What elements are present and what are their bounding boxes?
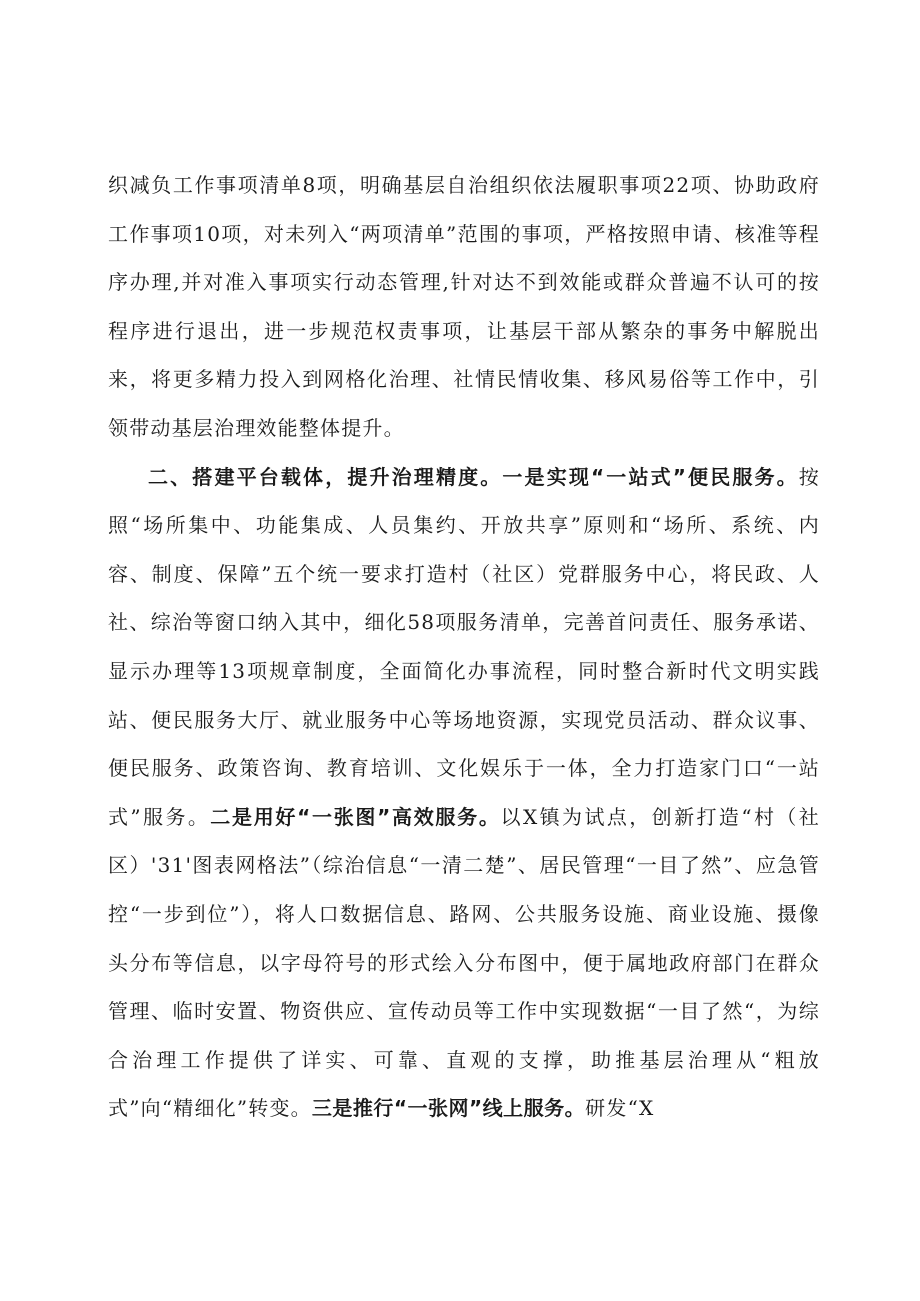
body-text: [108, 161, 820, 1133]
paragraph-1-text: 织减负工作事项清单8项，明确基层自治组织依法履职事项22项、协助政府工作事项10项，对未列入“两项清单”范围的事项，严格按照申请、核准等程序办理,并对准入事项实行动态管理,针对达不到效能或群众普遍不认可的按程序进行退出，进一步规范权责事项，让基层干部从繁杂的事务中解脱出来，将更多精力投入到网格化治理、社情民情收集、移风易俗等工作中，引领带动基层治理效能整体提升。: [108, 173, 820, 440]
subsection-3-body: 研发“X: [585, 1096, 655, 1121]
paragraph-1: [108, 161, 820, 453]
subsection-2-title: 二是用好“一张图”高效服务。: [210, 804, 501, 829]
subsection-1-body: 按照“场所集中、功能集成、人员集约、开放共享”原则和“场所、系统、内容、制度、保障”五个统一要求打造村（社区）党群服务中心，将民政、人社、综治等窗口纳入其中，细化58项服务清单，完善首问责任、服务承诺、显示办理等13项规章制度，全面简化办事流程，同时整合新时代文明实践站、便民服务大厅、就业服务中心等场地资源，实现党员活动、群众议事、便民服务、政策咨询、教育培训、文化娱乐于一体，全力打造家门口“一站式”服务。: [108, 464, 820, 829]
section-heading: 二、搭建平台载体，提升治理精度。: [148, 464, 503, 489]
subsection-3-title: 三是推行“一张网”线上服务。: [311, 1096, 586, 1121]
paragraph-2: [108, 453, 820, 1133]
subsection-1-title: 一是实现“一站式”便民服务。: [502, 464, 799, 489]
subsection-2-body: 以X镇为试点，创新打造“村（社区）'31'图表网格法”（综治信息“一清二楚”、居民管理“一目了然”、应急管控“一步到位”），将人口数据信息、路网、公共服务设施、商业设施、摄像头分布等信息，以字母符号的形式绘入分布图中，便于属地政府部门在群众管理、临时安置、物资供应、宣传动员等工作中实现数据“一目了然“，为综合治理工作提供了详实、可靠、直观的支撑，助推基层治理从“粗放式”向“精细化”转变。: [108, 804, 820, 1121]
